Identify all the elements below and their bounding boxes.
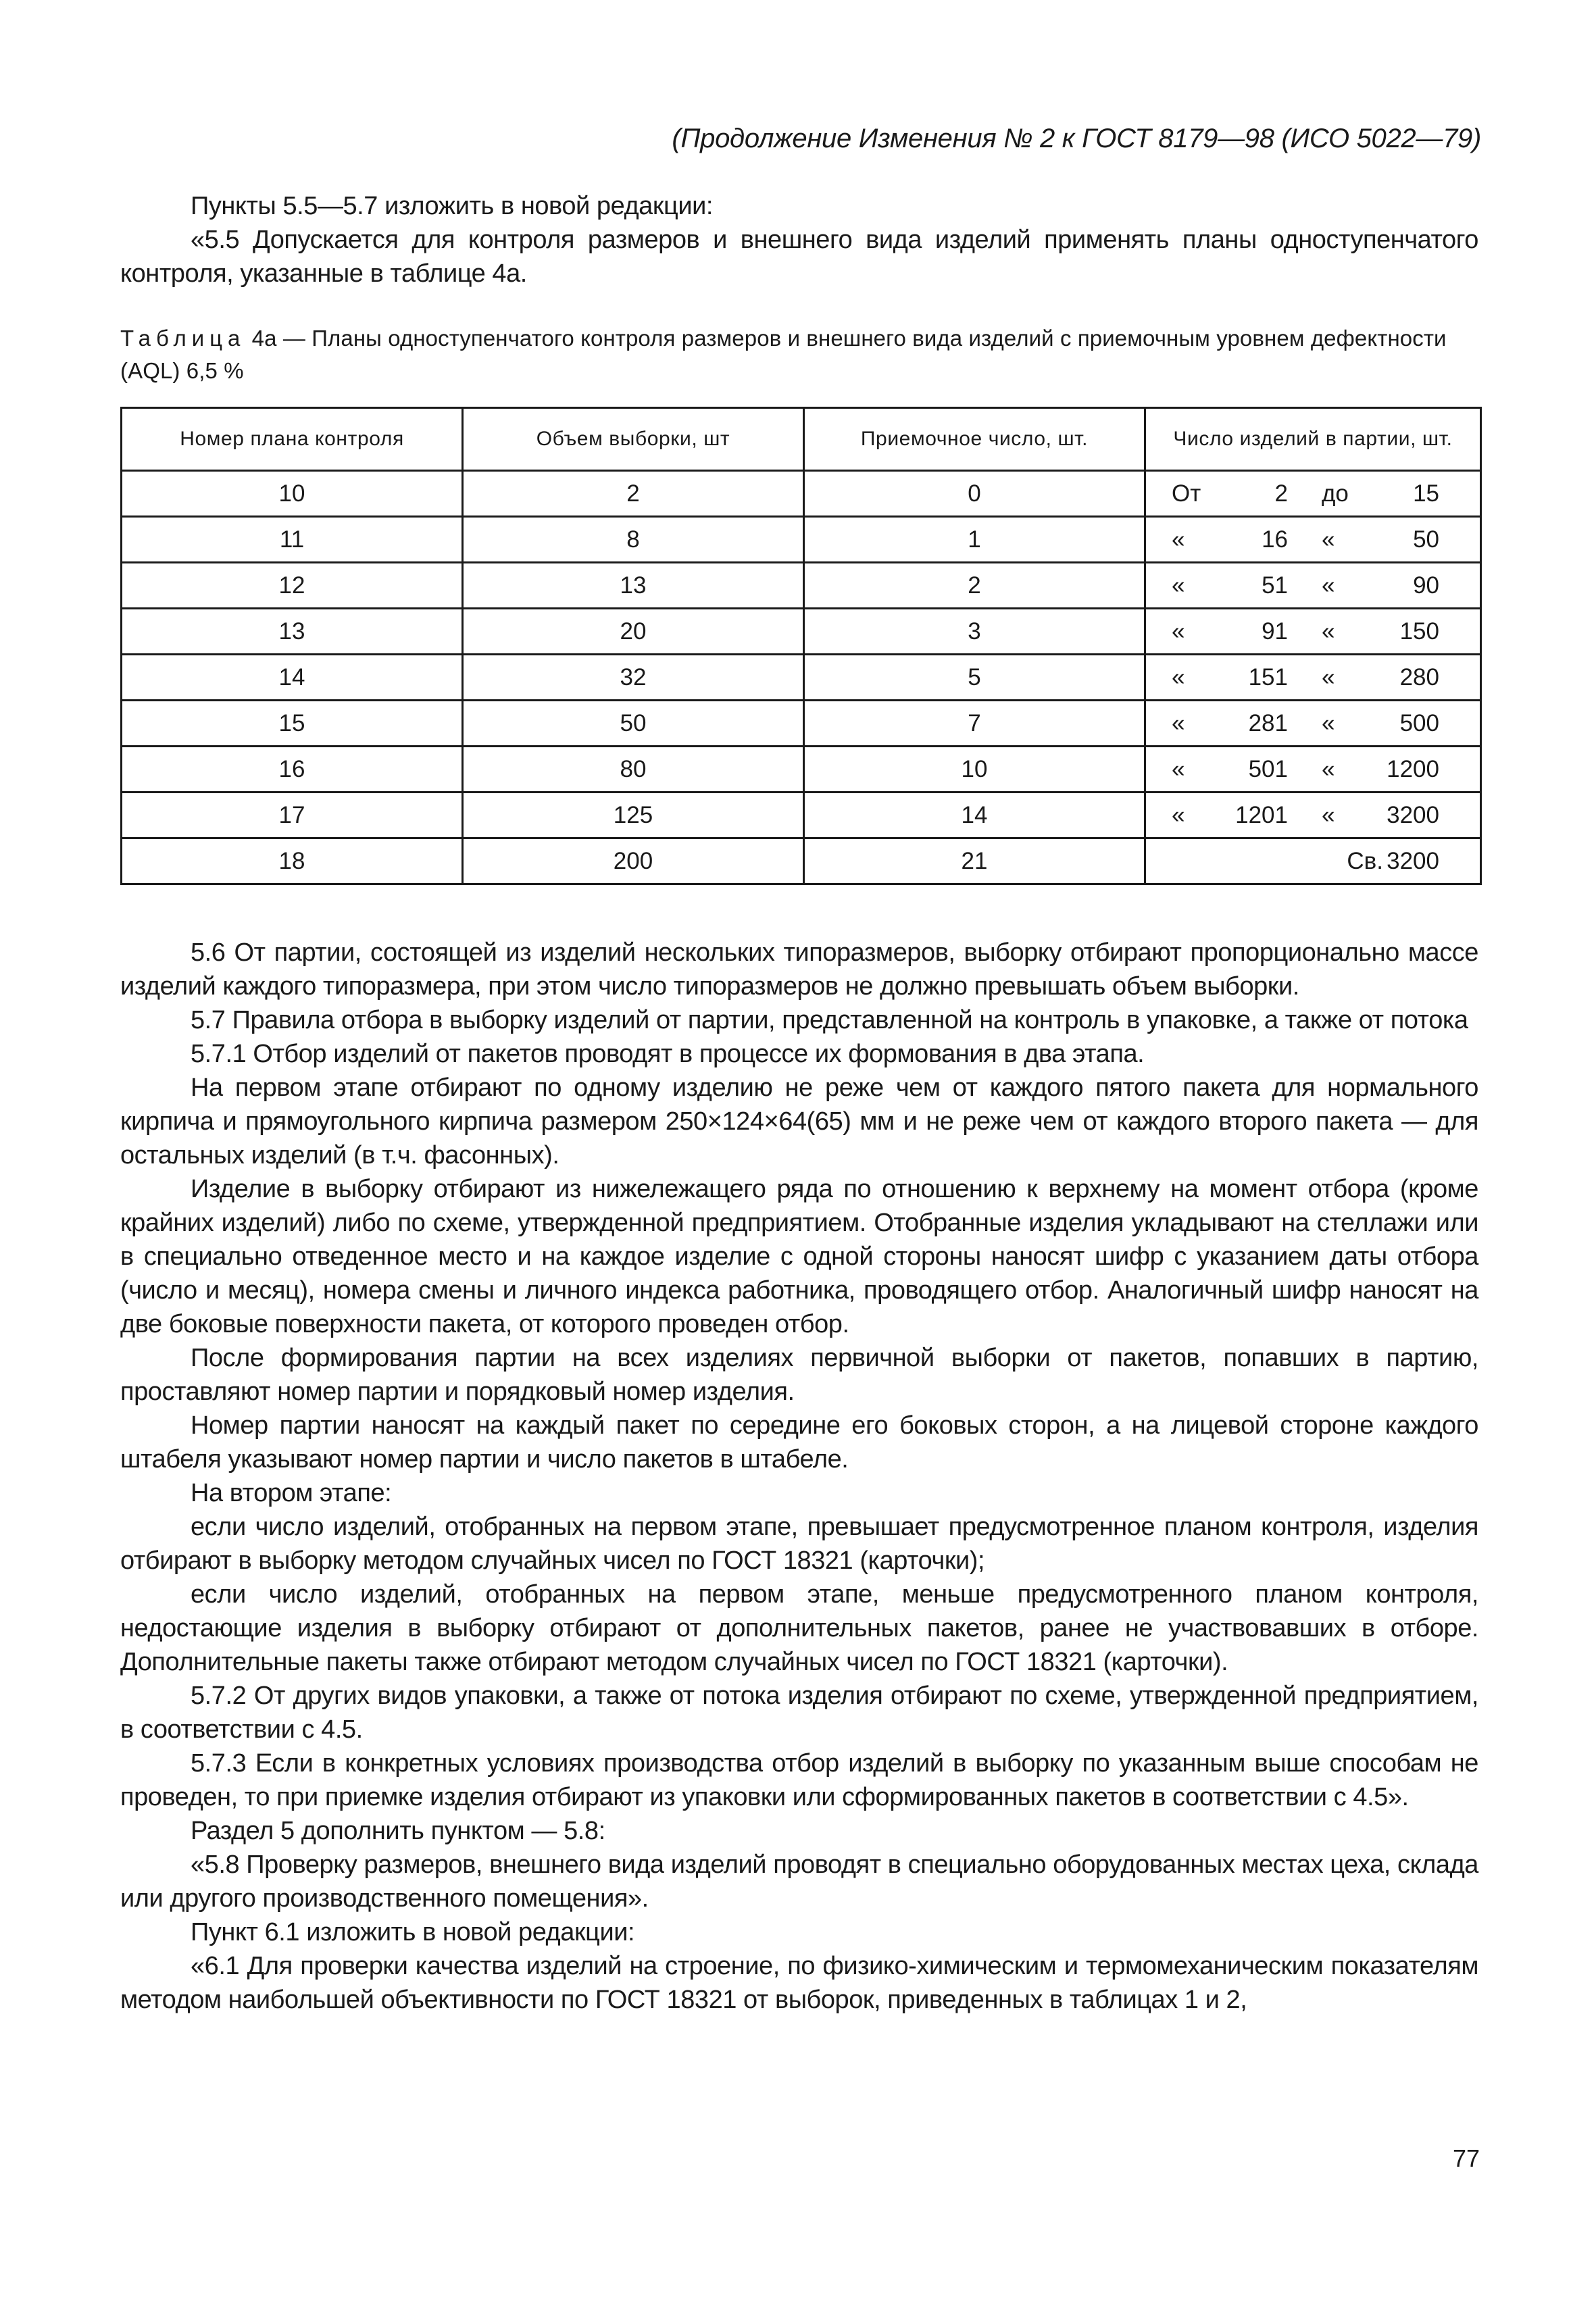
paragraph-5-6: 5.6 От партии, состоящей из изделий нескольких типоразмеров, выборку отбирают пропорционально массе изделий каждого типоразмера, при этом число типоразмеров не должно превышать объем выборки. xyxy=(120,938,1478,1001)
cell-sample: 50 xyxy=(463,701,804,747)
range-lower: 151 xyxy=(1248,664,1288,690)
paragraph-5-8: «5.8 Проверку размеров, внешнего вида изделий проводят в специально оборудованных местах цеха, склада или другого производственного помещения». xyxy=(120,1851,1478,1913)
cell-accept: 2 xyxy=(804,563,1145,609)
cell-lot-range xyxy=(1145,563,1481,609)
amendment-header: (Продолжение Изменения № 2 к ГОСТ 8179—98 (ИСО 5022—79) xyxy=(672,124,1481,153)
range-lower: 51 xyxy=(1262,572,1288,599)
range-to-word: « xyxy=(1322,572,1335,599)
cell-accept: 10 xyxy=(804,747,1145,793)
cell-plan: 12 xyxy=(122,563,463,609)
cell-lot-range xyxy=(1145,609,1481,655)
table-caption-text: 4а — Планы одноступенчатого контроля размеров и внешнего вида изделий с приемочным уровнем дефектности (AQL) 6,5 % xyxy=(120,326,1447,383)
header-plan-number: Номер плана контроля xyxy=(122,408,463,471)
range-from-word: « xyxy=(1172,756,1185,782)
cell-lot-range xyxy=(1145,655,1481,701)
intro-text xyxy=(120,189,1478,291)
cell-accept: 3 xyxy=(804,609,1145,655)
table-caption xyxy=(120,322,1480,387)
cell-lot-range xyxy=(1145,838,1481,884)
paragraph-after-forming: После формирования партии на всех изделиях первичной выборки от пакетов, попавших в партию, проставляют номер партии и порядковый номер изделия. xyxy=(120,1344,1478,1406)
range-from-word: « xyxy=(1172,526,1185,553)
cell-lot-range xyxy=(1145,793,1481,838)
range-upper: 15 xyxy=(1413,480,1439,507)
range-upper: 1200 xyxy=(1387,756,1439,782)
range-to-word: « xyxy=(1322,756,1335,782)
table-header-row xyxy=(122,408,1481,471)
cell-accept: 14 xyxy=(804,793,1145,838)
paragraph-lot-number: Номер партии наносят на каждый пакет по середине его боковых сторон, а на лицевой стороне каждого штабеля указывают номер партии и число пакетов в штабеле. xyxy=(120,1411,1478,1474)
range-lower: 1201 xyxy=(1235,802,1288,828)
cell-lot-range xyxy=(1145,471,1481,517)
range-to-word: « xyxy=(1322,664,1335,690)
range-lower: 2 xyxy=(1274,480,1288,507)
header-sample-size: Объем выборки, шт xyxy=(463,408,804,471)
cell-sample: 13 xyxy=(463,563,804,609)
table-row xyxy=(122,701,1481,747)
range-from-word: « xyxy=(1172,618,1185,645)
header-lot-size: Число изделий в партии, шт. xyxy=(1145,408,1481,471)
paragraph-5-7-2: 5.7.2 От других видов упаковки, а также от потока изделия отбирают по схеме, утвержденной предприятием, в соответствии с 4.5. xyxy=(120,1682,1478,1744)
range-upper: 90 xyxy=(1413,572,1439,599)
range-from-word: « xyxy=(1172,710,1185,736)
table-caption-word: Таблица xyxy=(120,326,246,351)
cell-sample: 32 xyxy=(463,655,804,701)
range-upper: 500 xyxy=(1399,710,1439,736)
range-lower: 281 xyxy=(1248,710,1288,736)
cell-plan: 16 xyxy=(122,747,463,793)
cell-sample: 200 xyxy=(463,838,804,884)
paragraph-if-more: если число изделий, отобранных на первом этапе, превышает предусмотренное планом контроля, изделия отбирают в выборку методом случайных чисел по ГОСТ 18321 (карточки); xyxy=(120,1513,1478,1575)
cell-lot-range xyxy=(1145,701,1481,747)
table-row xyxy=(122,747,1481,793)
table-row xyxy=(122,793,1481,838)
cell-plan: 10 xyxy=(122,471,463,517)
range-from-word: « xyxy=(1172,572,1185,599)
range-upper: 3200 xyxy=(1387,848,1439,874)
cell-accept: 1 xyxy=(804,517,1145,563)
range-to-word: « xyxy=(1322,526,1335,553)
cell-plan: 13 xyxy=(122,609,463,655)
range-from-word: « xyxy=(1172,802,1185,828)
range-upper: 280 xyxy=(1399,664,1439,690)
cell-sample: 20 xyxy=(463,609,804,655)
cell-sample: 8 xyxy=(463,517,804,563)
range-from-word: От xyxy=(1172,480,1201,507)
range-to-word: « xyxy=(1322,802,1335,828)
range-upper: 50 xyxy=(1413,526,1439,553)
paragraph-section-5: Раздел 5 дополнить пунктом — 5.8: xyxy=(191,1817,605,1845)
range-from-word: « xyxy=(1172,664,1185,690)
paragraph-5-5: «5.5 Допускается для контроля размеров и внешнего вида изделий применять планы одноступенчатого контроля, указанные в таблице 4а. xyxy=(120,226,1478,288)
paragraph-stage-one: На первом этапе отбирают по одному изделию не реже чем от каждого пятого пакета для нормального кирпича и прямоугольного кирпича размером 250×124×64(65) мм и не реже чем от каждого второго пакета — для остальных изделий (в т.ч. фасонных). xyxy=(120,1074,1478,1169)
range-to-word: « xyxy=(1322,710,1335,736)
table-row xyxy=(122,563,1481,609)
cell-lot-range xyxy=(1145,747,1481,793)
table-row xyxy=(122,471,1481,517)
cell-accept: 5 xyxy=(804,655,1145,701)
table-row xyxy=(122,655,1481,701)
main-text xyxy=(120,936,1478,2017)
range-to-word: до xyxy=(1322,480,1349,507)
range-upper: 150 xyxy=(1399,618,1439,645)
cell-lot-range xyxy=(1145,517,1481,563)
cell-plan: 15 xyxy=(122,701,463,747)
cell-plan: 18 xyxy=(122,838,463,884)
control-plans-table xyxy=(120,407,1482,885)
paragraph-6-1: «6.1 Для проверки качества изделий на строение, по физико-химическим и термомеханическим показателям методом наибольшей объективности по ГОСТ 18321 от выборок, приведенных в таблицах 1 и 2, xyxy=(120,1952,1478,2014)
range-lower: 501 xyxy=(1248,756,1288,782)
range-lower: 16 xyxy=(1262,526,1288,553)
table-row xyxy=(122,609,1481,655)
control-plans-table-wrap xyxy=(120,407,1480,885)
cell-sample: 125 xyxy=(463,793,804,838)
range-lower: 91 xyxy=(1262,618,1288,645)
cell-accept: 21 xyxy=(804,838,1145,884)
paragraph-5-7: 5.7 Правила отбора в выборку изделий от партии, представленной на контроль в упаковке, а также от потока xyxy=(191,1006,1468,1034)
paragraph-6-1-title: Пункт 6.1 изложить в новой редакции: xyxy=(191,1918,635,1946)
paragraph-5-7-3: 5.7.3 Если в конкретных условиях производства отбор изделий в выборку по указанным выше способам не проведен, то при приемке изделия отбирают из упаковки или сформированных пакетов в соответствии с 4.5». xyxy=(120,1749,1478,1811)
table-row xyxy=(122,517,1481,563)
cell-plan: 14 xyxy=(122,655,463,701)
paragraph-if-less: если число изделий, отобранных на первом этапе, меньше предусмотренного планом контроля, недостающие изделия в выборку отбирают от дополнительных пакетов, ранее не участвовавших в отборе. Дополнительные пакеты также отбирают методом случайных чисел по ГОСТ 18321 (карточки). xyxy=(120,1580,1478,1676)
cell-plan: 11 xyxy=(122,517,463,563)
range-upper: 3200 xyxy=(1387,802,1439,828)
cell-accept: 0 xyxy=(804,471,1145,517)
cell-accept: 7 xyxy=(804,701,1145,747)
cell-sample: 2 xyxy=(463,471,804,517)
paragraph-items-5-5-5-7: Пункты 5.5—5.7 изложить в новой редакции: xyxy=(191,192,714,220)
paragraph-5-7-1: 5.7.1 Отбор изделий от пакетов проводят в процессе их формования в два этапа. xyxy=(191,1040,1145,1068)
range-to-word: « xyxy=(1322,618,1335,645)
page-number: 77 xyxy=(1452,2144,1480,2172)
range-over-word: Св. xyxy=(1347,848,1383,874)
cell-sample: 80 xyxy=(463,747,804,793)
paragraph-selection: Изделие в выборку отбирают из нижележащего ряда по отношению к верхнему на момент отбора (кроме крайних изделий) либо по схеме, утвержденной предприятием. Отобранные изделия укладывают на стеллажи или в специально отведенное место и на каждое изделие с одной стороны наносят шифр с указанием даты отбора (число и месяц), номера смены и личного индекса работника, проводящего отбор. Аналогичный шифр наносят на две боковые поверхности пакета, от которого проведен отбор. xyxy=(120,1175,1478,1338)
table-row xyxy=(122,838,1481,884)
paragraph-stage-two: На втором этапе: xyxy=(191,1479,392,1507)
cell-plan: 17 xyxy=(122,793,463,838)
header-acceptance-number: Приемочное число, шт. xyxy=(804,408,1145,471)
